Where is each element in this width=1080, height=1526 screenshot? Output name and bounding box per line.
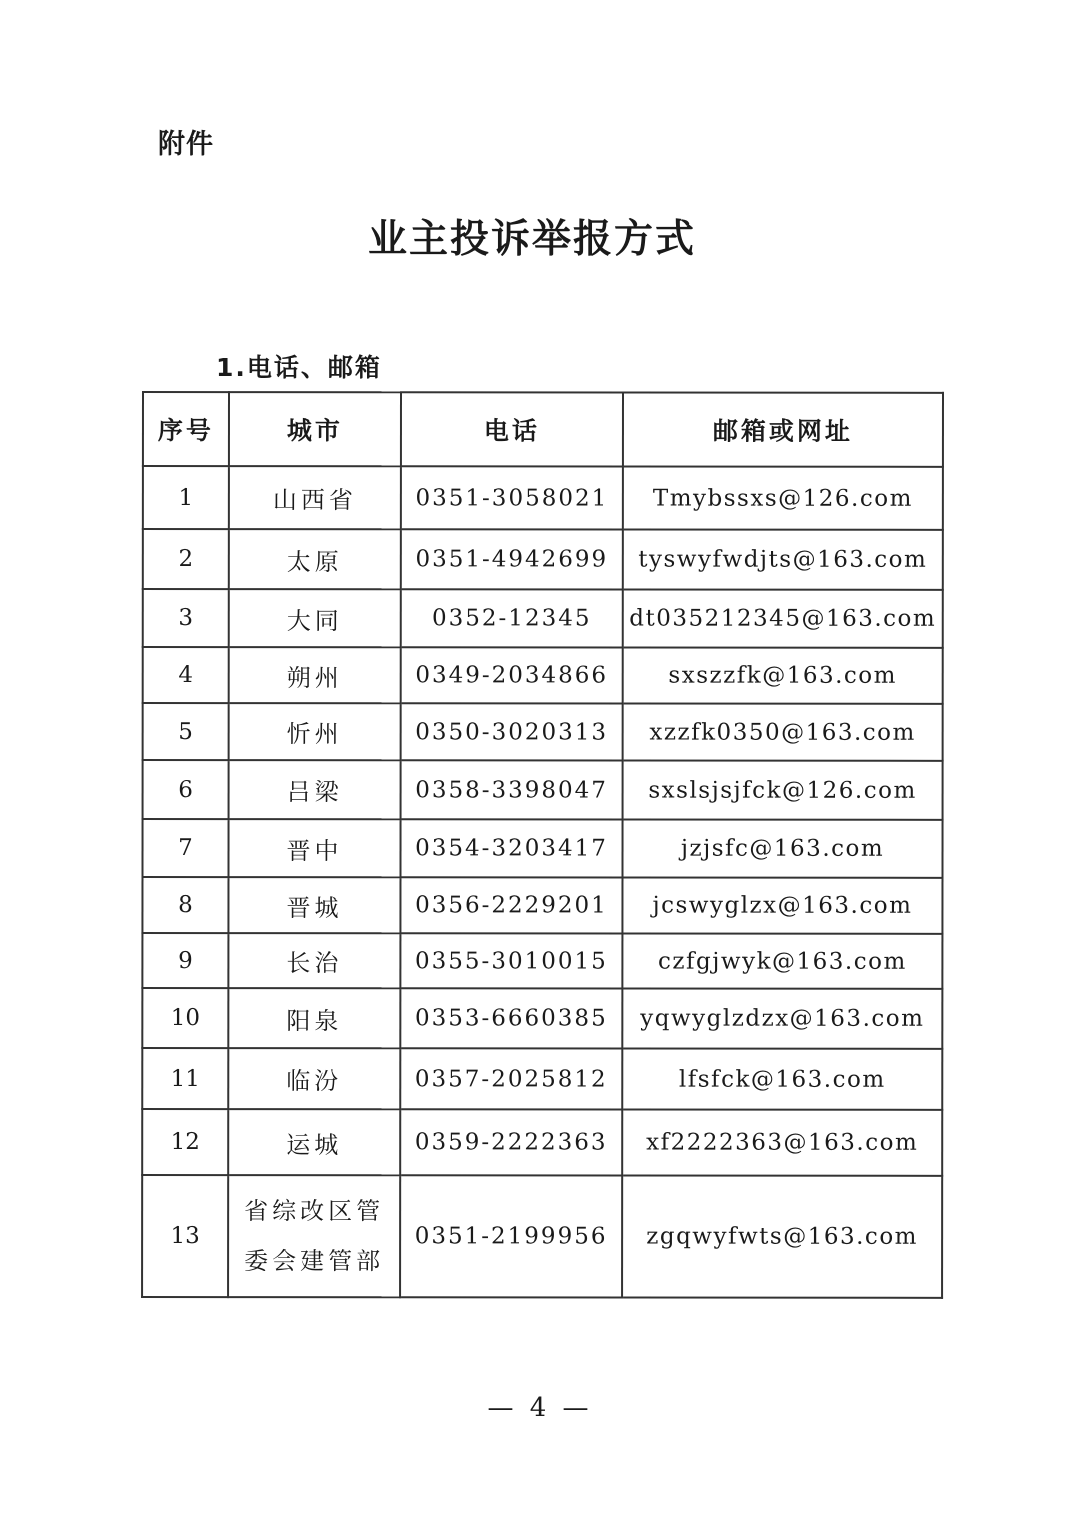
row-city: 朔州 [229, 647, 401, 703]
row-phone: 0350-3020313 [401, 703, 623, 760]
header-number: 序号 [143, 392, 229, 466]
row-number: 10 [142, 988, 228, 1048]
row-phone: 0356-2229201 [400, 877, 622, 933]
row-number: 6 [143, 760, 229, 819]
row-number: 11 [142, 1048, 228, 1109]
row-email: dt035212345@163.com [623, 590, 943, 648]
table-row [143, 529, 943, 590]
table-row [143, 703, 943, 761]
row-number: 2 [143, 529, 229, 589]
row-city: 临汾 [228, 1048, 400, 1109]
row-email: yqwyglzdzx@163.com [622, 989, 942, 1049]
row-phone: 0355-3010015 [400, 933, 622, 988]
table-header-row [143, 392, 943, 467]
row-email: xf2222363@163.com [622, 1110, 942, 1176]
row-number: 3 [143, 589, 229, 647]
table-row [142, 819, 942, 878]
row-city: 吕梁 [229, 760, 401, 819]
row-city: 运城 [228, 1109, 400, 1175]
table-row [142, 933, 942, 989]
row-phone: 0352-12345 [401, 589, 623, 647]
row-email: jzjsfc@163.com [622, 820, 942, 878]
row-email: Tmybssxs@126.com [623, 467, 943, 530]
header-email: 邮箱或网址 [623, 393, 943, 467]
row-number: 8 [142, 877, 228, 933]
row-number: 7 [142, 819, 228, 877]
row-email: sxslsjsjfck@126.com [623, 761, 943, 820]
contact-table [141, 391, 944, 1299]
row-city: 长治 [228, 933, 400, 988]
table-row [142, 1109, 942, 1176]
row-phone: 0351-4942699 [401, 529, 623, 589]
table-row [143, 466, 943, 530]
table-row [143, 589, 943, 648]
row-email: xzzfk0350@163.com [623, 704, 943, 761]
row-email: zgqwyfwts@163.com [622, 1176, 942, 1298]
row-city: 晋城 [228, 877, 400, 933]
table-row [142, 1048, 942, 1110]
table-row [143, 760, 943, 820]
row-phone: 0358-3398047 [401, 760, 623, 819]
row-phone: 0349-2034866 [401, 647, 623, 703]
row-city: 太原 [229, 529, 401, 589]
page-number: — 4 — [487, 1393, 593, 1423]
row-number: 1 [143, 466, 229, 529]
row-phone: 0353-6660385 [400, 988, 622, 1048]
row-email: tyswyfwdjts@163.com [623, 530, 943, 590]
row-city: 晋中 [228, 819, 400, 877]
table-row [142, 1175, 942, 1298]
row-phone: 0354-3203417 [400, 819, 622, 877]
row-city: 忻州 [229, 703, 401, 760]
row-city: 山西省 [229, 466, 401, 529]
row-email: czfgjwyk@163.com [622, 934, 942, 989]
header-phone: 电话 [401, 392, 623, 466]
table-row [142, 988, 942, 1049]
row-city-line2: 委会建管部 [244, 1247, 385, 1276]
attachment-label: 附件 [158, 129, 214, 160]
row-number: 4 [143, 647, 229, 703]
table-row [143, 647, 943, 704]
document-title: 业主投诉举报方式 [367, 217, 696, 262]
row-number: 9 [142, 933, 228, 988]
row-city [228, 1175, 400, 1297]
section-heading: 1.电话、邮箱 [216, 353, 382, 382]
row-city: 大同 [229, 589, 401, 647]
row-city-line1: 省综改区管 [244, 1197, 385, 1226]
header-city: 城市 [229, 392, 401, 466]
row-city: 阳泉 [228, 988, 400, 1048]
row-number: 12 [142, 1109, 228, 1175]
row-email: jcswyglzx@163.com [622, 878, 942, 934]
row-email: lfsfck@163.com [622, 1049, 942, 1110]
row-phone: 0351-3058021 [401, 466, 623, 529]
row-phone: 0351-2199956 [400, 1175, 622, 1297]
row-number: 5 [143, 703, 229, 760]
row-phone: 0359-2222363 [400, 1109, 622, 1175]
table-row [142, 877, 942, 934]
row-number: 13 [142, 1175, 228, 1297]
row-email: sxszzfk@163.com [623, 648, 943, 704]
row-phone: 0357-2025812 [400, 1048, 622, 1109]
